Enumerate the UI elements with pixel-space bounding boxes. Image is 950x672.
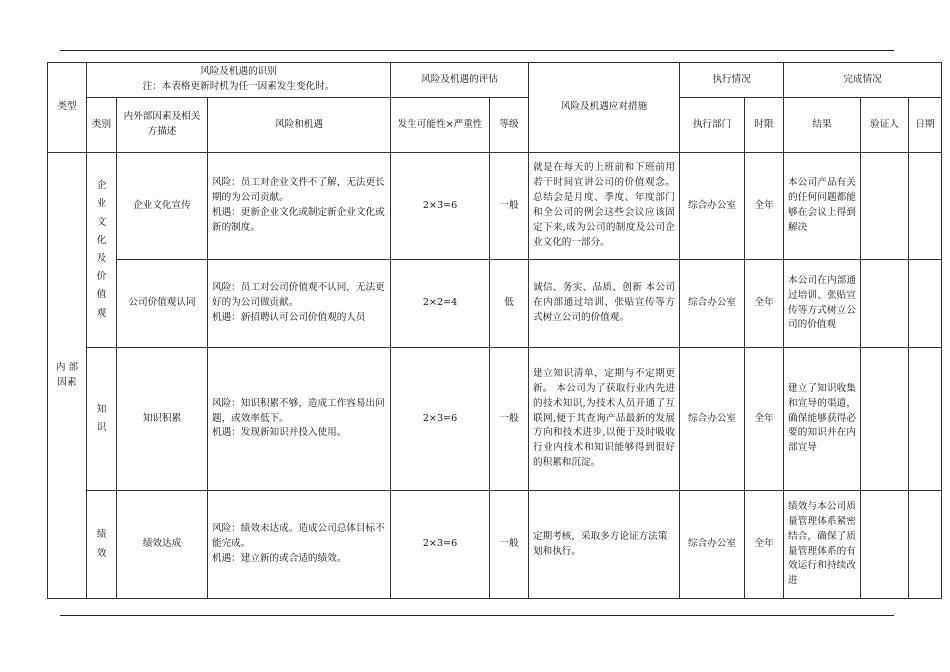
dept-cell: 综合办公室 <box>680 491 745 599</box>
header-grade: 等级 <box>490 98 529 153</box>
risk-cell <box>208 153 391 260</box>
dept-cell: 综合办公室 <box>680 153 745 260</box>
table-row <box>48 348 942 491</box>
top-rule <box>60 50 894 51</box>
measures-cell: 定期考核，采取多方论证方法策划和执行。 <box>529 491 680 599</box>
score-cell: 2×3=6 <box>391 153 490 260</box>
dept-cell: 综合办公室 <box>680 260 745 348</box>
header-result: 结果 <box>784 98 861 153</box>
dept-cell: 综合办公室 <box>680 348 745 491</box>
header-completion: 完成情况 <box>784 63 942 98</box>
verifier-cell <box>861 491 909 599</box>
risk-opportunity-table <box>47 62 942 599</box>
date-cell <box>909 153 942 260</box>
risk-cell <box>208 260 391 348</box>
result-cell: 本公司在内部通过培训、张贴宣传等方式树立公司的价值观 <box>784 260 861 348</box>
header-likelihood: 发生可能性×严重性 <box>391 98 490 153</box>
header-identify-title: 风险及机遇的识别 <box>200 66 277 78</box>
factor-cell: 企业文化宣传 <box>117 153 208 260</box>
score-cell: 2×3=6 <box>391 491 490 599</box>
grade-cell: 一般 <box>490 348 529 491</box>
header-row-1 <box>48 63 942 98</box>
measures-cell: 就是在每天的上班前和下班前用若干时间宣讲公司的价值观念。总结会是月度、季度、年度部门和全公司的例会这些会议应该固定下来,成为公司的制度及公司企业文化的一部分。 <box>529 153 680 260</box>
category-cell-culture: 企 业 文 化 及 价 值 观 <box>87 153 117 348</box>
risk-text: 风险：知识积累不够，造成工作容易出问题，或效率低下。 <box>212 397 385 424</box>
date-cell <box>909 348 942 491</box>
header-factor-desc: 内外部因素及相关方描述 <box>117 98 208 153</box>
risk-text: 风险：员工对公司价值观不认同，无法更好的为公司做贡献。 <box>212 282 385 309</box>
header-measures: 风险及机遇应对措施 <box>529 63 680 153</box>
risk-text: 风险：绩效未达成。造成公司总体目标不能完成。 <box>212 523 385 550</box>
category-cell-knowledge: 知 识 <box>87 348 117 491</box>
bottom-rule <box>60 615 894 616</box>
grade-cell: 低 <box>490 260 529 348</box>
measures-cell: 诚信、务实、品质、创新 本公司在内部通过培训、张贴宣传等方式树立公司的价值观。 <box>529 260 680 348</box>
factor-cell: 绩效达成 <box>117 491 208 599</box>
header-identify-note: 注：本表格更新时机为任一因素发生变化时。 <box>142 81 335 92</box>
date-cell <box>909 260 942 348</box>
result-cell: 绩效与本公司质量管理体系紧密结合，确保了质量管理体系的有效运行和持续改进 <box>784 491 861 599</box>
header-execution: 执行情况 <box>680 63 784 98</box>
factor-cell: 知识积累 <box>117 348 208 491</box>
header-category: 类别 <box>87 98 117 153</box>
grade-cell: 一般 <box>490 153 529 260</box>
verifier-cell <box>861 153 909 260</box>
header-verifier: 验证人 <box>861 98 909 153</box>
result-cell: 本公司产品有关的任何问题都能够在会议上得到解决 <box>784 153 861 260</box>
date-cell <box>909 491 942 599</box>
header-date: 日期 <box>909 98 942 153</box>
header-row-2 <box>48 98 942 153</box>
header-exec-dept: 执行部门 <box>680 98 745 153</box>
risk-cell <box>208 491 391 599</box>
table-row <box>48 491 942 599</box>
time-cell: 全年 <box>745 491 784 599</box>
risk-cell <box>208 348 391 491</box>
opportunity-text: 机遇：发现新知识并投入使用。 <box>212 427 347 439</box>
table-row <box>48 153 942 260</box>
header-type: 类型 <box>48 63 87 153</box>
opportunity-text: 机遇：建立新的或合适的绩效。 <box>212 552 347 564</box>
result-cell: 建立了知识收集和宣导的渠道，确保能够获得必要的知识并在内部宣导 <box>784 348 861 491</box>
score-cell: 2×2=4 <box>391 260 490 348</box>
category-cell-performance: 绩 效 <box>87 491 117 599</box>
time-cell: 全年 <box>745 348 784 491</box>
risk-text: 风险：员工对企业文件不了解，无法更长期的为公司贡献。 <box>212 177 385 204</box>
verifier-cell <box>861 260 909 348</box>
factor-cell: 公司价值观认同 <box>117 260 208 348</box>
grade-cell: 一般 <box>490 491 529 599</box>
header-identify <box>87 63 391 98</box>
header-evaluation: 风险及机遇的评估 <box>391 63 529 98</box>
verifier-cell <box>861 348 909 491</box>
measures-cell: 建立知识清单，定期与不定期更新。 本公司为了获取行业内先进的技术知识,为技术人员开通了互联网,便于其查询产品最新的发展方向和技术进步,以便于及时吸收行业内技术和知识能够得到很好的积累和沉淀。 <box>529 348 680 491</box>
header-time-limit: 时限 <box>745 98 784 153</box>
opportunity-text: 机遇：更新企业文化或制定新企业文化或新的制度。 <box>212 207 385 233</box>
time-cell: 全年 <box>745 260 784 348</box>
header-risk-opportunity: 风险和机遇 <box>208 98 391 153</box>
type-cell: 内 部因素 <box>48 153 87 599</box>
score-cell: 2×3=6 <box>391 348 490 491</box>
table-row <box>48 260 942 348</box>
opportunity-text: 机遇：新招聘认可公司价值观的人员 <box>212 311 366 323</box>
time-cell: 全年 <box>745 153 784 260</box>
